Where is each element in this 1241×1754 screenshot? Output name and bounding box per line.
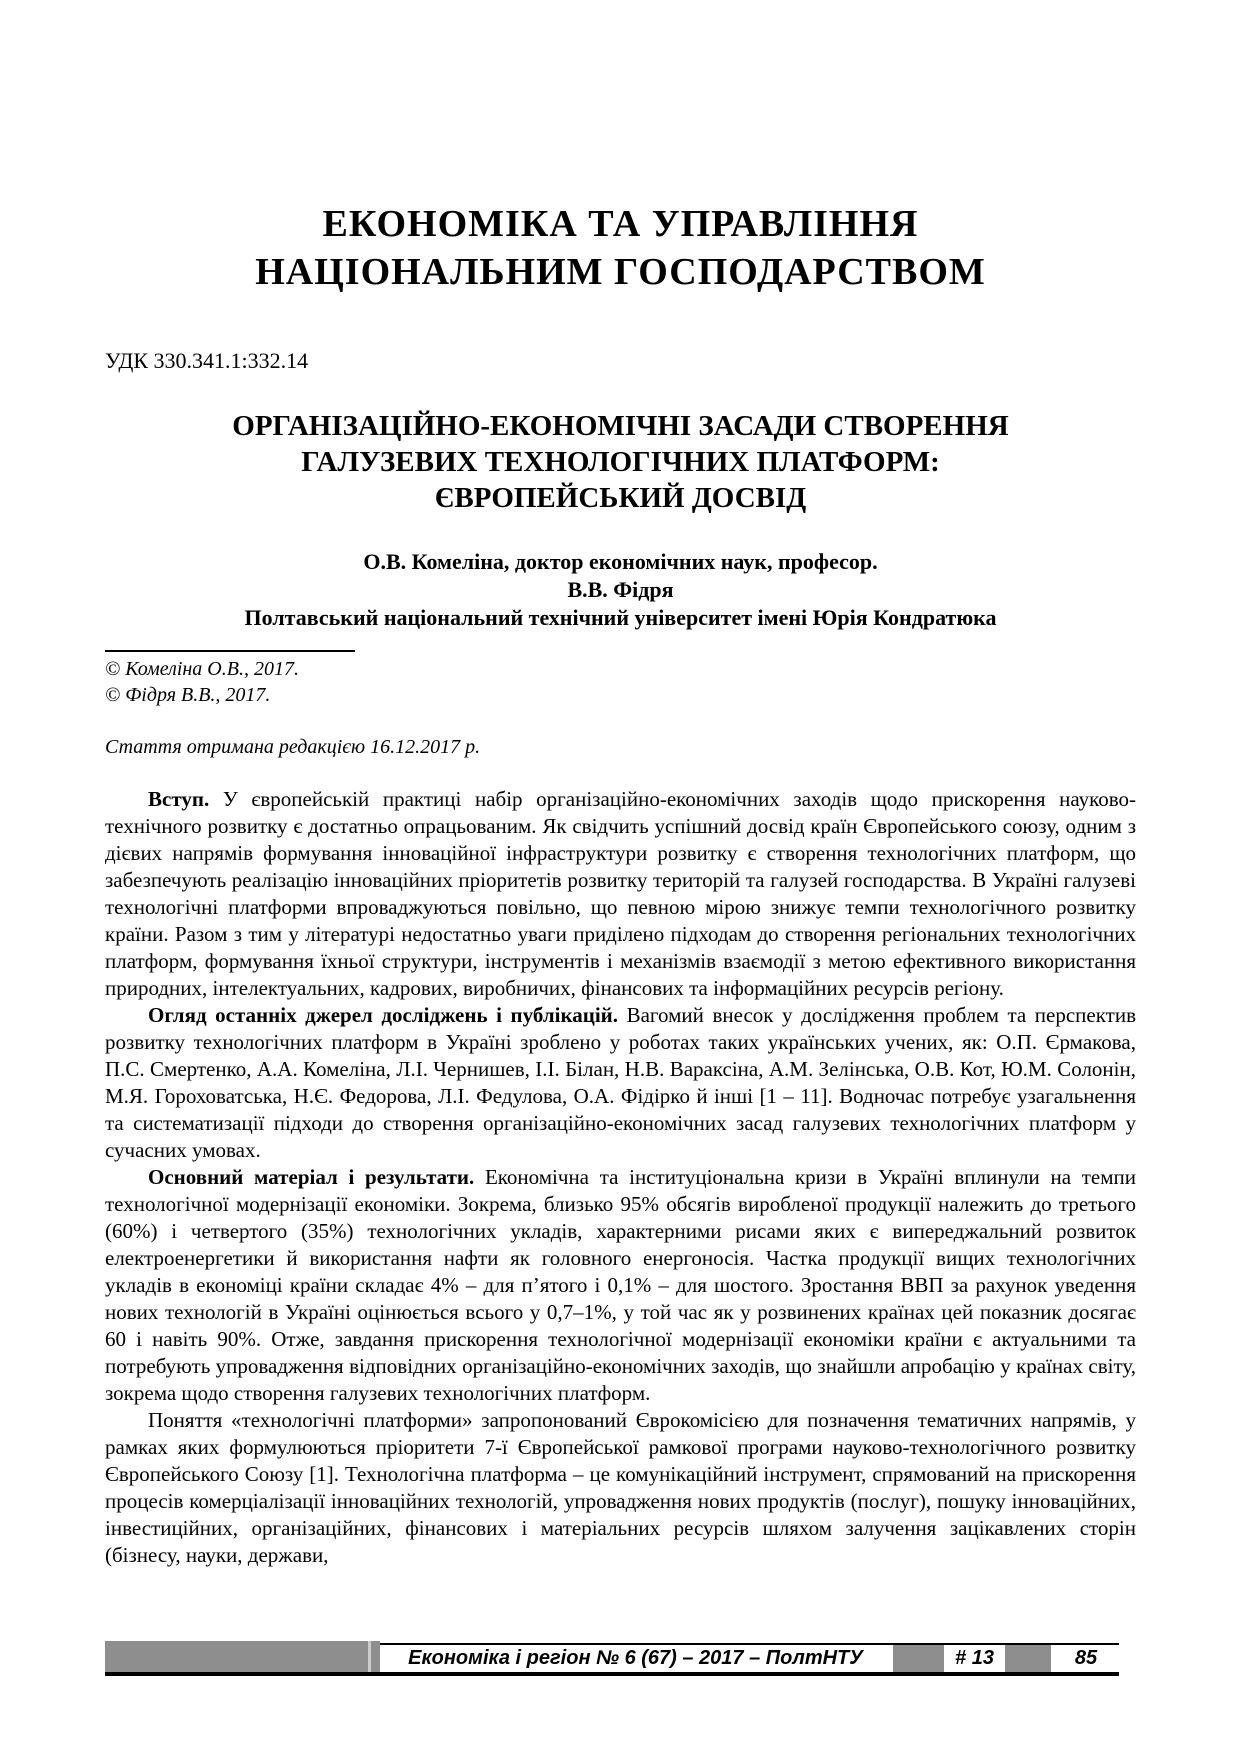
footer-journal-title: Економіка і регіон № 6 (67) – 2017 – ПолтНТУ [380, 1645, 891, 1672]
footer-page-number: 85 [1053, 1645, 1119, 1672]
affiliation: Полтавський національний технічний університет імені Юрія Кондратюка [244, 605, 997, 630]
footnote-rule [105, 650, 355, 652]
footer-bar [380, 1643, 1119, 1672]
footer-issue-number: # 13 [946, 1645, 1003, 1672]
copyright-block [105, 650, 1136, 708]
article-title-line-3: ЄВРОПЕЙСЬКИЙ ДОСВІД [434, 482, 807, 514]
section-title-line-1: ЕКОНОМІКА ТА УПРАВЛІННЯ [322, 203, 919, 245]
paragraph-text: У європейській практиці набір організаційно-економічних заходів щодо прискорення науково-технічного розвитку є достатньо опрацьованим. Як свідчить успішний досвід країн Європейського союзу, одним з дієвих напрямів формування інноваційної інфраструктури розвитку є створення технологічних платформ, що забезпечують реалізацію інноваційних пріоритетів розвитку територій та галузей господарства. В Україні галузеві технологічні платформи впроваджуються повільно, що певною мірою знижує темпи технологічного розвитку країни. Разом з тим у літературі недостатньо уваги приділено підходам до створення регіональних технологічних платформ, формування їхньої структури, інструментів і механізмів взаємодії з метою ефективного використання природних, інтелектуальних, кадрових, виробничих, фінансових та інформаційних ресурсів регіону. [105, 787, 1136, 1000]
paragraph-platforms-definition [105, 1407, 1136, 1569]
article-title-line-2: ГАЛУЗЕВИХ ТЕХНОЛОГІЧНИХ ПЛАТФОРМ: [301, 446, 940, 478]
paragraph-lead: Огляд останніх джерел досліджень і публікацій. [148, 1003, 619, 1027]
page-footer [105, 1641, 1119, 1676]
footer-gray-spacer [105, 1641, 368, 1672]
article-body [105, 786, 1136, 1569]
footer-gray-spacer-small [371, 1641, 380, 1672]
copyright-line-1: © Комеліна О.В., 2017. [105, 658, 299, 680]
udc-code: УДК 330.341.1:332.14 [105, 348, 309, 373]
article-title-line-1: ОРГАНІЗАЦІЙНО-ЕКОНОМІЧНІ ЗАСАДИ СТВОРЕННЯ [232, 410, 1009, 442]
copyright-line-2: © Фідря В.В., 2017. [105, 684, 271, 706]
section-title-line-2: НАЦІОНАЛЬНИМ ГОСПОДАРСТВОМ [255, 251, 986, 293]
paragraph-intro [105, 786, 1136, 1002]
paragraph-review [105, 1002, 1136, 1164]
page-content [105, 0, 1136, 1569]
article-title [105, 408, 1136, 516]
section-title [105, 200, 1136, 296]
paragraph-lead: Вступ. [148, 787, 210, 811]
authors-block [105, 548, 1136, 632]
paragraph-text: Економічна та інституціональна кризи в Україні вплинули на темпи технологічної модернізації економіки. Зокрема, близько 95% обсягів виробленої продукції належить до третього (60%) і четвертого (35%) технологічних укладів, характерними рисами яких є випереджальний розвиток електроенергетики й використання нафти як головного енергоносія. Частка продукції вищих технологічних укладів в економіці країни складає 4% – для п’ятого і 0,1% – для шостого. Зростання ВВП за рахунок уведення нових технологій в Україні оцінюється всього у 0,7–1%, у той час як у розвинених країнах цей показник досягає 60 і навіть 90%. Отже, завдання прискорення технологічної модернізації економіки країни є актуальними та потребують упровадження відповідних організаційно-економічних заходів, що знайшли апробацію у країнах світу, зокрема щодо створення галузевих технологічних платформ. [105, 1165, 1136, 1405]
paragraph-text: Вагомий внесок у дослідження проблем та перспектив розвитку технологічних платформ в Україні зроблено у роботах таких українських учених, як: О.П. Єрмакова, П.С. Смертенко, А.А. Комеліна, Л.І. Чернишев, І.І. Білан, Н.В. Вараксіна, А.М. Зелінська, О.В. Кот, Ю.М. Солонін, М.Я. Гороховатська, Н.Є. Федорова, Л.І. Федулова, О.А. Фідірко й інші [1 – 11]. Водночас потребує узагальнення та систематизації підходи до створення організаційно-економічних засад галузевих технологічних платформ у сучасних умовах. [105, 1003, 1136, 1162]
paragraph-main-results [105, 1164, 1136, 1407]
paragraph-lead: Основний матеріал і результати. [148, 1165, 475, 1189]
paragraph-text: Поняття «технологічні платформи» запропонований Єврокомісією для позначення тематичних напрямів, у рамках яких формулюються пріоритети 7-ї Європейської рамкової програми науково-технологічного розвитку Європейського Союзу [1]. Технологічна платформа – це комунікаційний інструмент, спрямований на прискорення процесів комерціалізації інноваційних технологій, упровадження нових продуктів (послуг), пошуку інноваційних, інвестиційних, організаційних, фінансових і матеріальних ресурсів шляхом залучення зацікавлених сторін (бізнесу, науки, держави, [105, 1408, 1136, 1567]
footer-gray-cell [1005, 1645, 1051, 1672]
author-line-1: О.В. Комеліна, доктор економічних наук, професор. [363, 549, 878, 574]
author-line-2: В.В. Фідря [567, 577, 674, 602]
footer-gray-cell [893, 1645, 944, 1672]
received-date: Стаття отримана редакцією 16.12.2017 р. [105, 736, 481, 758]
